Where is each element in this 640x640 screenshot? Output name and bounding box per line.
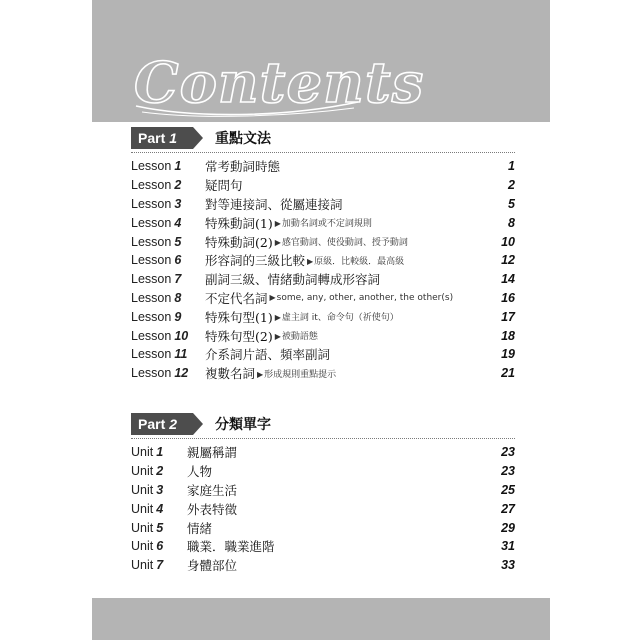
unit-title: 情緒	[187, 520, 213, 536]
lesson-label: Lesson	[131, 290, 172, 305]
unit-page: 23	[501, 445, 515, 460]
unit-number: 1	[156, 445, 164, 460]
lesson-page: 10	[501, 234, 515, 249]
unit-title: 人物	[187, 464, 213, 480]
part2-divider	[131, 438, 515, 439]
lesson-note-text: 被動語態	[281, 332, 318, 343]
unit-row[interactable]	[131, 499, 515, 518]
unit-list	[131, 443, 515, 575]
lesson-page: 14	[501, 272, 515, 287]
lesson-page: 19	[501, 347, 515, 362]
unit-page: 31	[501, 539, 515, 554]
lesson-title: 特殊動詞(2)	[205, 234, 273, 250]
lesson-row[interactable]	[131, 213, 515, 232]
lesson-note	[275, 235, 408, 248]
unit-label: Unit	[131, 464, 154, 479]
lesson-list	[131, 157, 515, 383]
part1-badge	[131, 127, 193, 149]
lesson-note	[270, 293, 454, 303]
lesson-title: 介系詞片語、頻率副詞	[205, 347, 331, 363]
unit-page: 23	[501, 464, 515, 479]
lesson-title: 特殊句型(2)	[205, 328, 273, 344]
unit-label: Unit	[131, 520, 154, 535]
part1-divider	[131, 152, 515, 153]
lesson-number: 2	[174, 178, 182, 193]
triangle-icon: ▶	[274, 238, 281, 248]
lesson-note	[275, 216, 372, 229]
contents-heading: Contents	[134, 50, 425, 116]
unit-title: 身體部位	[187, 558, 238, 574]
triangle-icon: ▶	[274, 332, 281, 342]
lesson-number: 3	[174, 196, 182, 211]
lesson-page: 12	[501, 253, 515, 268]
lesson-label: Lesson	[131, 215, 172, 230]
part2-badge	[131, 413, 193, 435]
part2-label: Part	[138, 416, 166, 432]
unit-row[interactable]	[131, 462, 515, 481]
part2-number: 2	[169, 416, 178, 432]
unit-row[interactable]	[131, 556, 515, 575]
lesson-label: Lesson	[131, 196, 172, 211]
unit-number: 2	[156, 464, 164, 479]
lesson-note	[307, 254, 404, 267]
lesson-title: 常考動詞時態	[205, 159, 281, 175]
lesson-number: 1	[174, 159, 182, 174]
unit-label: Unit	[131, 501, 154, 516]
unit-label: Unit	[131, 558, 154, 573]
triangle-icon: ▶	[274, 313, 281, 323]
lesson-note-text: 感官動詞、使役動詞、授予動詞	[281, 238, 408, 249]
lesson-label: Lesson	[131, 272, 172, 287]
lesson-label: Lesson	[131, 234, 172, 249]
lesson-page: 21	[501, 366, 515, 381]
lesson-note-text: 加動名詞或不定詞規則	[281, 219, 372, 230]
unit-number: 3	[156, 482, 164, 497]
unit-page: 25	[501, 482, 515, 497]
lesson-note-text: 形成規則重點提示	[264, 369, 337, 380]
lesson-note-text: 虛主詞 it、命令句（祈使句）	[281, 313, 399, 324]
lesson-note	[275, 329, 318, 342]
unit-title: 家庭生活	[187, 482, 238, 498]
lesson-label: Lesson	[131, 253, 172, 268]
lesson-page: 18	[501, 328, 515, 343]
lesson-number: 10	[174, 328, 189, 343]
lesson-label: Lesson	[131, 309, 172, 324]
lesson-row[interactable]	[131, 270, 515, 289]
heading-swash-decoration	[132, 96, 362, 120]
lesson-page: 5	[508, 196, 515, 211]
lesson-label: Lesson	[131, 347, 172, 362]
lesson-title: 特殊動詞(1)	[205, 215, 273, 231]
book-page	[92, 0, 550, 640]
unit-row[interactable]	[131, 518, 515, 537]
lesson-title: 複數名詞	[205, 366, 256, 382]
lesson-label: Lesson	[131, 178, 172, 193]
unit-label: Unit	[131, 539, 154, 554]
unit-page: 33	[501, 558, 515, 573]
part2-title: 分類單字	[215, 417, 271, 433]
unit-page: 29	[501, 520, 515, 535]
lesson-row[interactable]	[131, 157, 515, 176]
triangle-icon: ▶	[274, 219, 281, 229]
part1-number: 1	[169, 130, 178, 146]
unit-title: 親屬稱謂	[187, 445, 238, 461]
lesson-number: 6	[174, 253, 182, 268]
unit-number: 4	[156, 501, 164, 516]
part1-arrow-shape	[193, 127, 203, 149]
lesson-number: 11	[174, 347, 188, 362]
lesson-note	[275, 310, 399, 323]
lesson-row[interactable]	[131, 307, 515, 326]
lesson-page: 16	[501, 290, 515, 305]
lesson-label: Lesson	[131, 328, 172, 343]
part2-header	[131, 413, 271, 435]
part1-header	[131, 127, 271, 149]
lesson-row[interactable]	[131, 195, 515, 214]
unit-title: 職業．職業進階	[187, 539, 275, 555]
lesson-row[interactable]	[131, 251, 515, 270]
lesson-number: 9	[174, 309, 182, 324]
lesson-row[interactable]	[131, 326, 515, 345]
unit-label: Unit	[131, 482, 154, 497]
lesson-number: 4	[174, 215, 182, 230]
lesson-note-text: some, any, other, another, the other(s)	[276, 292, 454, 303]
lesson-page: 1	[508, 159, 515, 174]
lesson-note-text: 原級．比較級．最高級	[314, 256, 405, 267]
footer-band	[92, 598, 550, 640]
unit-title: 外表特徵	[187, 501, 238, 517]
lesson-number: 12	[174, 366, 189, 381]
unit-page: 27	[501, 501, 515, 516]
lesson-row[interactable]	[131, 289, 515, 308]
lesson-row[interactable]	[131, 232, 515, 251]
lesson-page: 17	[501, 309, 515, 324]
lesson-title: 不定代名詞	[205, 290, 268, 306]
unit-row[interactable]	[131, 537, 515, 556]
unit-row[interactable]	[131, 481, 515, 500]
lesson-note	[257, 367, 336, 380]
unit-number: 5	[156, 520, 164, 535]
unit-row[interactable]	[131, 443, 515, 462]
lesson-page: 8	[508, 215, 515, 230]
part1-title: 重點文法	[215, 131, 271, 147]
part1-label: Part	[138, 130, 166, 146]
unit-number: 6	[156, 539, 164, 554]
lesson-label: Lesson	[131, 366, 172, 381]
lesson-title: 疑問句	[205, 178, 243, 194]
lesson-number: 7	[174, 272, 182, 287]
triangle-icon: ▶	[307, 256, 314, 266]
lesson-number: 5	[174, 234, 182, 249]
lesson-title: 副詞三級、情緒動詞轉成形容詞	[205, 272, 381, 288]
lesson-row[interactable]	[131, 364, 515, 383]
lesson-page: 2	[508, 178, 515, 193]
lesson-number: 8	[174, 290, 182, 305]
lesson-title: 特殊句型(1)	[205, 309, 273, 325]
triangle-icon: ▶	[269, 292, 276, 302]
unit-label: Unit	[131, 445, 154, 460]
lesson-title: 形容詞的三級比較	[205, 253, 306, 269]
lesson-row[interactable]	[131, 176, 515, 195]
lesson-title: 對等連接詞、從屬連接詞	[205, 196, 343, 212]
part2-arrow-shape	[193, 413, 203, 435]
unit-number: 7	[156, 558, 164, 573]
lesson-label: Lesson	[131, 159, 172, 174]
triangle-icon: ▶	[257, 369, 264, 379]
lesson-row[interactable]	[131, 345, 515, 364]
